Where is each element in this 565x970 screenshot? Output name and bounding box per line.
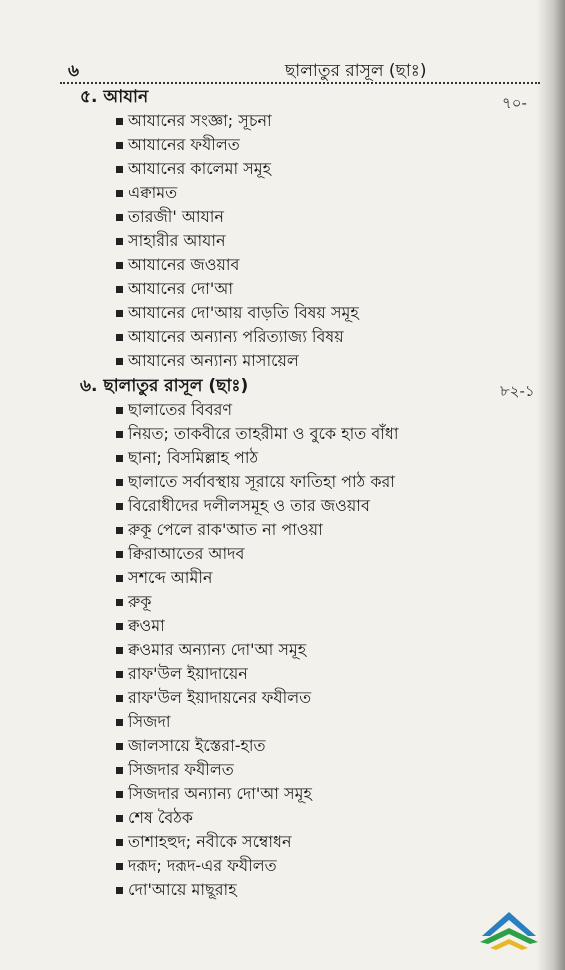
square-bullet-icon: [116, 479, 123, 486]
square-bullet-icon: [116, 815, 123, 822]
list-item: এক্বামত: [116, 180, 177, 207]
square-bullet-icon: [116, 719, 123, 726]
list-item: ক্বওমার অন্যান্য দো'আ সমূহ: [116, 637, 306, 664]
square-bullet-icon: [116, 358, 123, 365]
list-item: তারজী' আযান: [116, 204, 224, 231]
square-bullet-icon: [116, 286, 123, 293]
publisher-logo-icon: [478, 906, 540, 952]
square-bullet-icon: [116, 743, 123, 750]
list-item: বিরোধীদের দলীলসমূহ ও তার জওয়াব: [116, 493, 370, 520]
list-item: ছালাতের বিবরণ: [116, 397, 232, 424]
bleed-through-number: ৮২-১: [500, 382, 535, 400]
square-bullet-icon: [116, 791, 123, 798]
list-item: আযানের ফযীলত: [116, 132, 240, 159]
list-item: আযানের কালেমা সমূহ: [116, 156, 271, 183]
square-bullet-icon: [116, 431, 123, 438]
list-item: আযানের দো'আয় বাড়তি বিষয় সমূহ: [116, 300, 359, 327]
list-item: সিজদা: [116, 709, 171, 736]
square-bullet-icon: [116, 334, 123, 341]
square-bullet-icon: [116, 527, 123, 534]
running-title: ছালাতুর রাসূল (ছাঃ): [285, 61, 427, 81]
page-edge-shadow: [537, 0, 565, 970]
bleed-through-number: ৭০-: [502, 94, 527, 112]
square-bullet-icon: [116, 695, 123, 702]
list-item: রুকূ: [116, 589, 151, 616]
list-item: সশব্দে আমীন: [116, 565, 212, 592]
list-item: আযানের দো'আ: [116, 276, 233, 303]
list-item: সিজদার ফযীলত: [116, 757, 234, 784]
square-bullet-icon: [116, 166, 123, 173]
square-bullet-icon: [116, 407, 123, 414]
page-header: [60, 58, 540, 84]
square-bullet-icon: [116, 887, 123, 894]
square-bullet-icon: [116, 647, 123, 654]
square-bullet-icon: [116, 455, 123, 462]
square-bullet-icon: [116, 671, 123, 678]
square-bullet-icon: [116, 142, 123, 149]
list-item: আযানের অন্যান্য মাসায়েল: [116, 348, 299, 375]
list-item: রুকূ পেলে রাক'আত না পাওয়া: [116, 517, 323, 544]
list-item: আযানের জওয়াব: [116, 252, 239, 279]
square-bullet-icon: [116, 575, 123, 582]
list-item: রাফ'উল ইয়াদায়নের ফযীলত: [116, 685, 311, 712]
list-item: ক্বিরাআতের আদব: [116, 541, 244, 568]
list-item: শেষ বৈঠক: [116, 805, 193, 832]
list-item: আযানের সংজ্ঞা; সূচনা: [116, 108, 272, 135]
square-bullet-icon: [116, 118, 123, 125]
list-item: রাফ'উল ইয়াদায়েন: [116, 661, 248, 688]
square-bullet-icon: [116, 503, 123, 510]
square-bullet-icon: [116, 238, 123, 245]
square-bullet-icon: [116, 310, 123, 317]
square-bullet-icon: [116, 262, 123, 269]
section-title: ৬. ছালাতুর রাসূল (ছাঃ): [80, 376, 249, 396]
list-item: দো'আয়ে মাছূরাহ: [116, 877, 237, 904]
list-item: ছানা; বিসমিল্লাহ পাঠ: [116, 445, 258, 472]
square-bullet-icon: [116, 599, 123, 606]
list-item: সাহারীর আযান: [116, 228, 226, 255]
list-item: তাশাহহুদ; নবীকে সম্বোধন: [116, 829, 292, 856]
list-item: দরূদ; দরূদ-এর ফযীলত: [116, 853, 277, 880]
square-bullet-icon: [116, 623, 123, 630]
square-bullet-icon: [116, 551, 123, 558]
list-item: আযানের অন্যান্য পরিত্যাজ্য বিষয়: [116, 324, 344, 351]
list-item: সিজদার অন্যান্য দো'আ সমূহ: [116, 781, 312, 808]
list-item: নিয়ত; তাকবীরে তাহরীমা ও বুকে হাত বাঁধা: [116, 421, 398, 448]
square-bullet-icon: [116, 863, 123, 870]
square-bullet-icon: [116, 767, 123, 774]
list-item: ছালাতে সর্বাবস্থায় সূরায়ে ফাতিহা পাঠ করা: [116, 469, 395, 496]
square-bullet-icon: [116, 839, 123, 846]
square-bullet-icon: [116, 214, 123, 221]
page-number: ৬: [68, 61, 80, 81]
list-item: জালসায়ে ইস্তেরা-হাত: [116, 733, 266, 760]
section-title: ৫. আযান: [80, 87, 149, 107]
square-bullet-icon: [116, 190, 123, 197]
list-item: ক্বওমা: [116, 613, 165, 640]
